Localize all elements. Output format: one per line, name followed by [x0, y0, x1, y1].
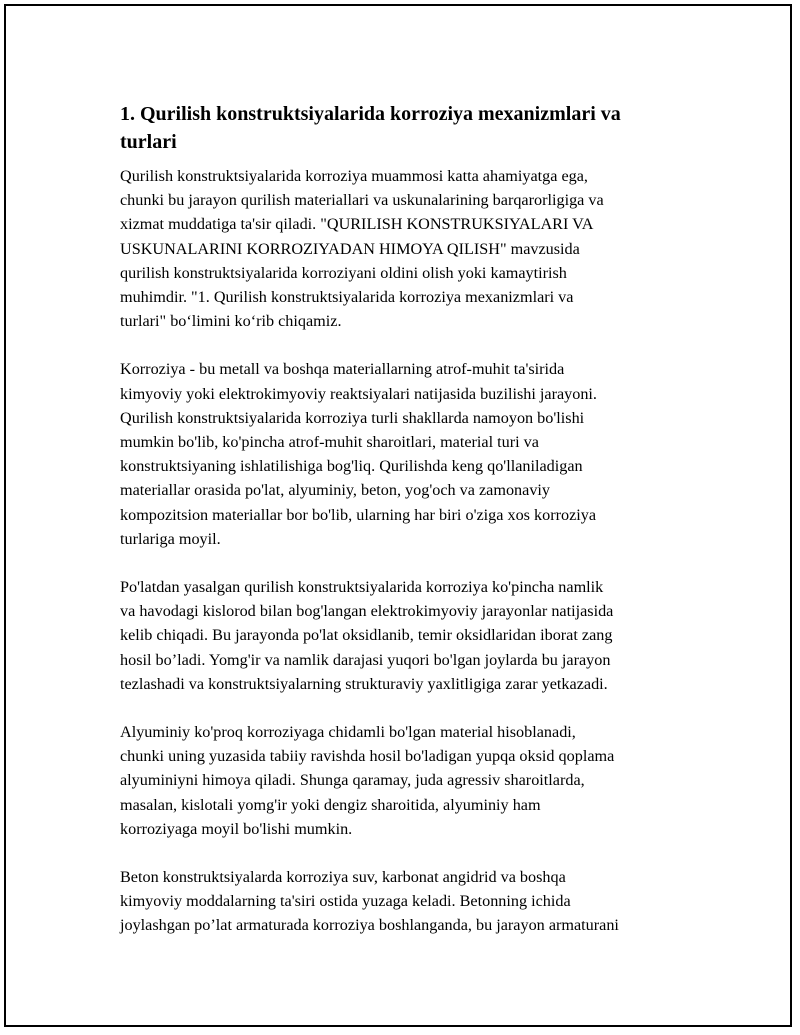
document-body — [120, 100, 700, 962]
heading-line: 1. Qurilish konstruktsiyalarida korroziya mexanizmlari va — [120, 103, 621, 125]
document-page — [4, 4, 792, 1027]
text-line: materiallar orasida po'lat, alyuminiy, beton, yog'och va zamonaviy — [120, 481, 551, 500]
text-line: Qurilish konstruktsiyalarida korroziya turli shakllarda namoyon bo'lishi — [120, 408, 585, 427]
text-line: Qurilish konstruktsiyalarida korroziya muammosi katta ahamiyatga ega, — [120, 167, 588, 185]
paragraph-intro — [120, 164, 700, 333]
paragraph-aluminium — [120, 720, 700, 841]
text-line: masalan, kislotali yomg'ir yoki dengiz sharoitida, alyuminiy ham — [120, 795, 541, 814]
text-line: kimyoviy yoki elektrokimyoviy reaktsiyalari natijasida buzilishi jarayoni. — [120, 384, 597, 403]
text-line: hosil bo’ladi. Yomg'ir va namlik darajasi yuqori bo'lgan joylarda bu jarayon — [120, 650, 611, 669]
paragraph-definition — [120, 357, 700, 551]
text-line: va havodagi kislorod bilan bog'langan elektrokimyoviy jarayonlar natijasida — [120, 602, 614, 621]
text-line: qurilish konstruktsiyalarida korroziyani oldini olish yoki kamaytirish — [120, 263, 567, 282]
paragraph-steel — [120, 575, 700, 696]
text-line: muhimdir. "1. Qurilish konstruktsiyalarida korroziya mexanizmlari va — [120, 288, 574, 307]
text-line: kelib chiqadi. Bu jarayonda po'lat oksidlanib, temir oksidlaridan iborat zang — [120, 626, 613, 645]
text-line: joylashgan po’lat armaturada korroziya boshlanganda, bu jarayon armaturani — [120, 916, 619, 935]
text-line: turlari" bo‘limini ko‘rib chiqamiz. — [120, 312, 342, 331]
text-line: Korroziya - bu metall va boshqa materiallarning atrof-muhit ta'sirida — [120, 360, 565, 379]
text-line: alyuminiyni himoya qiladi. Shunga qaramay, juda agressiv sharoitlarda, — [120, 771, 585, 790]
text-line: Alyuminiy ko'proq korroziyaga chidamli bo'lgan material hisoblanadi, — [120, 723, 576, 742]
text-line: turlariga moyil. — [120, 529, 221, 548]
text-line: chunki uning yuzasida tabiiy ravishda hosil bo'ladigan yupqa oksid qoplama — [120, 747, 615, 766]
section-heading — [120, 100, 700, 156]
text-line: mumkin bo'lib, ko'pincha atrof-muhit sharoitlari, material turi va — [120, 433, 539, 452]
text-line: tezlashadi va konstruktsiyalarning strukturaviy yaxlitligiga zarar yetkazadi. — [120, 674, 608, 693]
text-line: USKUNALARINI KORROZIYADAN HIMOYA QILISH" mavzusida — [120, 239, 580, 258]
text-line: konstruktsiyaning ishlatilishiga bog'liq. Qurilishda keng qo'llaniladigan — [120, 457, 583, 476]
heading-line: turlari — [120, 131, 177, 153]
paragraph-concrete — [120, 865, 700, 938]
text-line: korroziyaga moyil bo'lishi mumkin. — [120, 819, 353, 838]
text-line: Po'latdan yasalgan qurilish konstruktsiyalarida korroziya ko'pincha namlik — [120, 578, 604, 597]
text-line: kompozitsion materiallar bor bo'lib, ularning har biri o'ziga xos korroziya — [120, 505, 597, 524]
text-line: kimyoviy moddalarning ta'siri ostida yuzaga keladi. Betonning ichida — [120, 892, 571, 911]
text-line: xizmat muddatiga ta'sir qiladi. "QURILISH KONSTRUKSIYALARI VA — [120, 215, 594, 234]
text-line: chunki bu jarayon qurilish materiallari va uskunalarining barqarorligiga va — [120, 191, 604, 210]
text-line: Beton konstruktsiyalarda korroziya suv, karbonat angidrid va boshqa — [120, 868, 566, 887]
